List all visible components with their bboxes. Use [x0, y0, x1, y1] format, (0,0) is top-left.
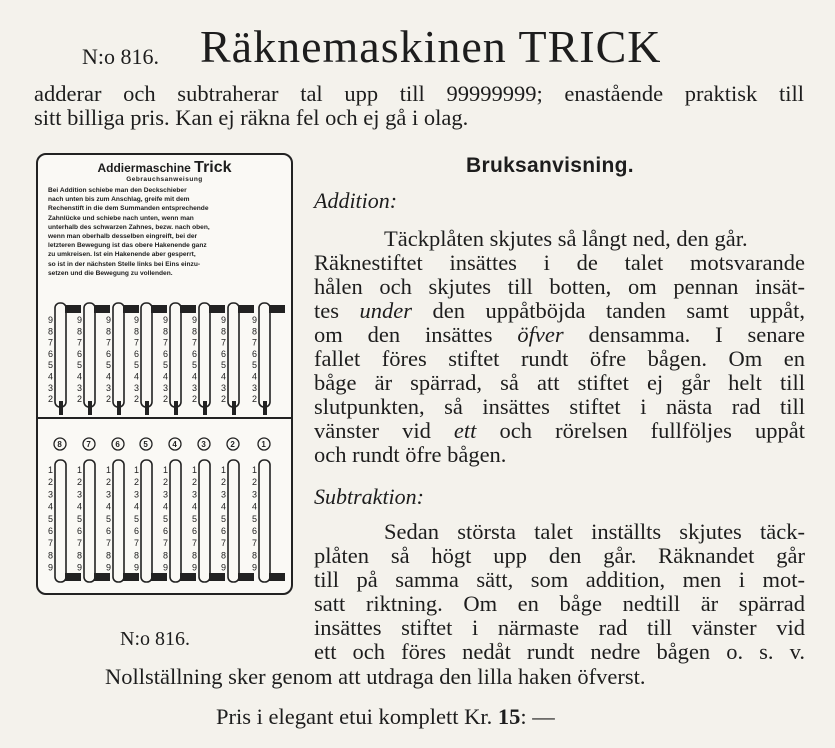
upper-digit: 6	[77, 348, 83, 359]
lower-digit: 8	[48, 550, 54, 561]
lower-digit: 7	[77, 538, 83, 549]
upper-digit: 8	[252, 326, 258, 337]
slot-hook	[151, 305, 167, 313]
upper-digit: 7	[134, 337, 140, 348]
column-label: 2	[230, 440, 235, 449]
upper-digit: 3	[163, 382, 169, 393]
upper-digit: 9	[221, 315, 227, 325]
addition-line: slutpunkten, så insättes stiftet i nästa rad till	[314, 394, 805, 419]
lower-digit: 8	[106, 550, 112, 561]
lower-digit: 8	[252, 550, 258, 561]
upper-digit: 4	[134, 371, 140, 382]
column-label: 6	[115, 440, 120, 449]
upper-digit: 9	[163, 315, 169, 325]
slot-hook	[65, 305, 81, 313]
lower-digit: 6	[134, 526, 140, 536]
lower-digit: 3	[48, 489, 54, 500]
device-instruction-line: Zahnlücke und schiebe nach unten, wenn man	[48, 214, 194, 222]
intro-line: sitt billiga pris. Kan ej räkna fel och ej gå i olag.	[34, 105, 469, 130]
lower-digit: 2	[106, 477, 112, 488]
lower-digit: 7	[48, 538, 54, 549]
lower-digit: 9	[134, 562, 140, 573]
upper-digit: 4	[77, 371, 83, 382]
price-value: 15	[497, 704, 521, 729]
device-instruction-line: zu umkreisen. Ist ein Hakenende aber gesperrt,	[48, 251, 196, 259]
lower-digit: 1	[163, 465, 169, 475]
slot-hook	[94, 573, 110, 581]
upper-digit: 6	[106, 348, 112, 359]
lower-digit: 2	[192, 477, 198, 488]
upper-digit: 7	[192, 337, 198, 348]
upper-digit: 8	[48, 326, 54, 337]
upper-digit: 4	[48, 371, 54, 382]
upper-slot	[170, 303, 181, 407]
intro-line: adderar och subtraherar tal upp till 99999999; enastående praktisk till	[34, 81, 804, 106]
slot-hook	[151, 573, 167, 581]
addition-heading: Addition:	[314, 188, 398, 213]
lower-digit: 9	[48, 562, 54, 573]
lower-digit: 5	[221, 513, 227, 524]
lower-digit: 9	[77, 562, 83, 573]
upper-digit: 3	[221, 382, 227, 393]
upper-digit: 3	[48, 382, 54, 393]
lower-digit: 7	[221, 538, 227, 549]
slot-hook	[269, 573, 285, 581]
lower-digit: 9	[106, 562, 112, 573]
lower-digit: 7	[134, 538, 140, 549]
upper-digit: 5	[134, 360, 140, 371]
lower-digit: 7	[106, 538, 112, 549]
upper-digit: 9	[192, 315, 198, 325]
slot-hook	[180, 305, 196, 313]
lower-digit: 5	[106, 513, 112, 524]
subtraktion-paragraph	[314, 520, 805, 664]
column-label: 4	[172, 440, 177, 449]
subtraktion-line: satt riktning. Om en båge nedtill är spärrad	[314, 591, 805, 616]
slot-hook	[238, 573, 254, 581]
upper-digit: 4	[221, 371, 227, 382]
reset-note: Nollställning sker genom att utdraga den lilla haken öfverst.	[105, 664, 646, 689]
lower-digit: 5	[163, 513, 169, 524]
page-title: Räknemaskinen TRICK	[200, 21, 662, 72]
upper-digit: 2	[106, 394, 112, 405]
lower-digit: 2	[77, 477, 83, 488]
lower-digit: 9	[252, 562, 258, 573]
calculator-illustration	[36, 153, 293, 595]
addition-line: och rundt öfre bågen.	[314, 442, 507, 467]
upper-digit: 2	[134, 394, 140, 405]
addition-line: tes under den uppåtböjda tanden samt uppåt,	[314, 298, 806, 323]
slot-hook	[180, 573, 196, 581]
lower-slot	[113, 460, 124, 582]
upper-digit: 9	[134, 315, 140, 325]
lower-digit: 3	[221, 489, 227, 500]
lower-digit: 3	[77, 489, 83, 500]
lower-digit: 1	[252, 465, 258, 475]
lower-slot	[55, 460, 66, 582]
device-instruction-line: nach unten bis zum Anschlag, greife mit dem	[48, 196, 190, 204]
lower-digit: 7	[192, 538, 198, 549]
lower-digit: 6	[252, 526, 258, 536]
subtraktion-line: plåten så högt upp den går. Räknandet går	[314, 543, 805, 568]
upper-digit: 2	[77, 394, 83, 405]
black-tooth	[263, 401, 267, 415]
lower-digit: 4	[252, 501, 258, 512]
lower-digit: 6	[221, 526, 227, 536]
slot-hook	[209, 573, 225, 581]
figure-caption: N:o 816.	[120, 628, 190, 650]
upper-digit: 7	[48, 337, 54, 348]
subtraktion-line: till på samma sätt, som addition, men i mot-	[314, 567, 805, 592]
intro-paragraph	[34, 82, 804, 130]
lower-digit: 4	[48, 501, 54, 512]
addition-line: om den insättes öfver densamma. I senare	[314, 322, 806, 347]
emphasis: ett	[453, 418, 477, 443]
lower-slot	[228, 460, 239, 582]
upper-digit: 3	[106, 382, 112, 393]
device-instruction-line: Bei Addition schiebe man den Deckschieber	[48, 187, 187, 194]
lower-digit: 7	[252, 538, 258, 549]
device-instruction-line: Rechenstift in die dem Summanden entsprechende	[48, 205, 209, 213]
lower-digit: 4	[77, 501, 83, 512]
column-label: 7	[86, 440, 91, 449]
upper-digit: 5	[163, 360, 169, 371]
black-tooth	[59, 401, 63, 415]
lower-digit: 8	[134, 550, 140, 561]
lower-digit: 3	[192, 489, 198, 500]
catalog-number: N:o 816.	[82, 44, 159, 69]
upper-digit: 6	[134, 348, 140, 359]
lower-digit: 9	[221, 562, 227, 573]
black-tooth	[203, 401, 207, 415]
black-tooth	[88, 401, 92, 415]
lower-digit: 3	[134, 489, 140, 500]
upper-digit: 3	[252, 382, 258, 393]
upper-digit: 9	[48, 315, 54, 325]
column-label: 1	[261, 440, 266, 449]
lower-digit: 5	[192, 513, 198, 524]
lower-digit: 5	[134, 513, 140, 524]
lower-digit: 1	[106, 465, 112, 475]
lower-digit: 6	[192, 526, 198, 536]
upper-digit: 8	[163, 326, 169, 337]
lower-slot	[141, 460, 152, 582]
price-prefix: Pris i elegant etui komplett Kr.	[216, 704, 493, 729]
instructions-heading: Bruksanvisning.	[466, 154, 634, 177]
addition-paragraph	[314, 227, 805, 467]
lower-digit: 4	[106, 501, 112, 512]
upper-digit: 6	[163, 348, 169, 359]
lower-digit: 2	[48, 477, 54, 488]
lower-digit: 2	[221, 477, 227, 488]
upper-digit: 2	[192, 394, 198, 405]
device-title	[38, 159, 291, 177]
price-line	[216, 704, 555, 730]
lower-digit: 1	[134, 465, 140, 475]
lower-digit: 8	[163, 550, 169, 561]
subtraktion-line: ett och föres nedåt rundt nedre bågen o. s. v.	[314, 639, 805, 664]
lower-digit: 2	[163, 477, 169, 488]
upper-digit: 8	[134, 326, 140, 337]
device-instruction-line: so ist in der nächsten Stelle links bei Eins einzu-	[48, 260, 201, 268]
lower-digit: 4	[221, 501, 227, 512]
addition-line: hålen och skjutes till botten, om pennan insät-	[314, 274, 805, 299]
lower-slot	[170, 460, 181, 582]
upper-digit: 7	[77, 337, 83, 348]
lower-digit: 3	[163, 489, 169, 500]
lower-digit: 8	[192, 550, 198, 561]
lower-digit: 2	[252, 477, 258, 488]
lower-slot	[259, 460, 270, 582]
upper-slot	[259, 303, 270, 407]
lower-slot	[199, 460, 210, 582]
upper-digit: 4	[106, 371, 112, 382]
upper-digit: 6	[192, 348, 198, 359]
upper-digit: 5	[192, 360, 198, 371]
slot-hook	[269, 305, 285, 313]
addition-line: Täckplåten skjutes så långt ned, den går.	[384, 226, 748, 251]
lower-digit: 1	[192, 465, 198, 475]
lower-digit: 4	[134, 501, 140, 512]
device-instruction-line: letzteren Bewegung ist das obere Hakenende ganz	[48, 242, 207, 250]
black-tooth	[232, 401, 236, 415]
upper-digit: 8	[77, 326, 83, 337]
upper-digit: 9	[77, 315, 83, 325]
price-suffix: : —	[520, 704, 555, 729]
upper-digit: 2	[163, 394, 169, 405]
addition-line: vänster vid ett och rörelsen fullföljes uppåt	[314, 418, 805, 443]
lower-digit: 1	[77, 465, 83, 475]
black-tooth	[145, 401, 149, 415]
upper-digit: 5	[106, 360, 112, 371]
device-instruction-line: wenn man oberhalb desselben eingreift, bei der	[48, 233, 198, 241]
upper-digit: 3	[134, 382, 140, 393]
upper-digit: 6	[48, 348, 54, 359]
upper-slot	[141, 303, 152, 407]
lower-digit: 6	[163, 526, 169, 536]
device-instruction-line: setzen und die Bewegung zu vollenden.	[48, 269, 173, 277]
lower-digit: 8	[77, 550, 83, 561]
upper-digit: 9	[106, 315, 112, 325]
slot-hook	[94, 305, 110, 313]
lower-digit: 3	[252, 489, 258, 500]
slot-hook	[238, 305, 254, 313]
lower-digit: 5	[252, 513, 258, 524]
lower-digit: 4	[163, 501, 169, 512]
lower-digit: 6	[106, 526, 112, 536]
lower-digit: 6	[48, 526, 54, 536]
upper-digit: 7	[221, 337, 227, 348]
upper-digit: 8	[192, 326, 198, 337]
device-instruction-line: unterhalb des schwarzen Zahnes, bezw. nach oben,	[48, 223, 210, 231]
device-title-brand: Trick	[194, 159, 232, 176]
lower-digit: 1	[221, 465, 227, 475]
subtraktion-heading: Subtraktion:	[314, 484, 424, 509]
upper-digit: 2	[252, 394, 258, 405]
upper-digit: 7	[106, 337, 112, 348]
slot-hook	[65, 573, 81, 581]
column-label: 5	[143, 440, 148, 449]
upper-digit: 7	[252, 337, 258, 348]
upper-digit: 3	[192, 382, 198, 393]
subtraktion-line: Sedan största talet inställts skjutes täck-	[384, 519, 805, 544]
lower-digit: 2	[134, 477, 140, 488]
upper-digit: 7	[163, 337, 169, 348]
upper-slot	[84, 303, 95, 407]
upper-digit: 8	[221, 326, 227, 337]
upper-digit: 6	[252, 348, 258, 359]
device-instructions	[48, 186, 281, 278]
lower-digit: 5	[48, 513, 54, 524]
upper-digit: 4	[192, 371, 198, 382]
slot-hook	[209, 305, 225, 313]
slot-hook	[123, 305, 139, 313]
column-label: 3	[201, 440, 206, 449]
lower-slot	[84, 460, 95, 582]
lower-digit: 6	[77, 526, 83, 536]
emphasis: öfver	[517, 322, 564, 347]
device-title-prefix: Addiermaschine	[97, 161, 191, 175]
upper-digit: 8	[106, 326, 112, 337]
subtraktion-line: insättes stiftet i närmaste rad till vänster vid	[314, 615, 805, 640]
upper-digit: 4	[163, 371, 169, 382]
upper-slot	[228, 303, 239, 407]
lower-digit: 9	[163, 562, 169, 573]
addition-line: båge är spärrad, så att stiftet ej går helt till	[314, 370, 805, 395]
upper-digit: 5	[77, 360, 83, 371]
emphasis: under	[359, 298, 412, 323]
slot-hook	[123, 573, 139, 581]
addition-line: fallet föres stiftet rundt öfre bågen. Om en	[314, 346, 805, 371]
upper-digit: 9	[252, 315, 258, 325]
lower-digit: 1	[48, 465, 54, 475]
upper-digit: 2	[48, 394, 54, 405]
lower-digit: 4	[192, 501, 198, 512]
column-label: 8	[57, 440, 62, 449]
upper-digit: 4	[252, 371, 258, 382]
upper-slot	[113, 303, 124, 407]
upper-slot	[55, 303, 66, 407]
lower-digit: 7	[163, 538, 169, 549]
upper-digit: 5	[252, 360, 258, 371]
addition-line: Räknestiftet insättes i de talet motsvarande	[314, 250, 805, 275]
upper-digit: 6	[221, 348, 227, 359]
black-tooth	[174, 401, 178, 415]
lower-digit: 8	[221, 550, 227, 561]
device-subtitle: Gebrauchsanweisung	[126, 176, 203, 183]
lower-digit: 5	[77, 513, 83, 524]
upper-digit: 2	[221, 394, 227, 405]
lower-digit: 9	[192, 562, 198, 573]
upper-slot	[199, 303, 210, 407]
upper-digit: 3	[77, 382, 83, 393]
black-tooth	[117, 401, 121, 415]
lower-digit: 3	[106, 489, 112, 500]
upper-digit: 5	[48, 360, 54, 371]
upper-digit: 5	[221, 360, 227, 371]
